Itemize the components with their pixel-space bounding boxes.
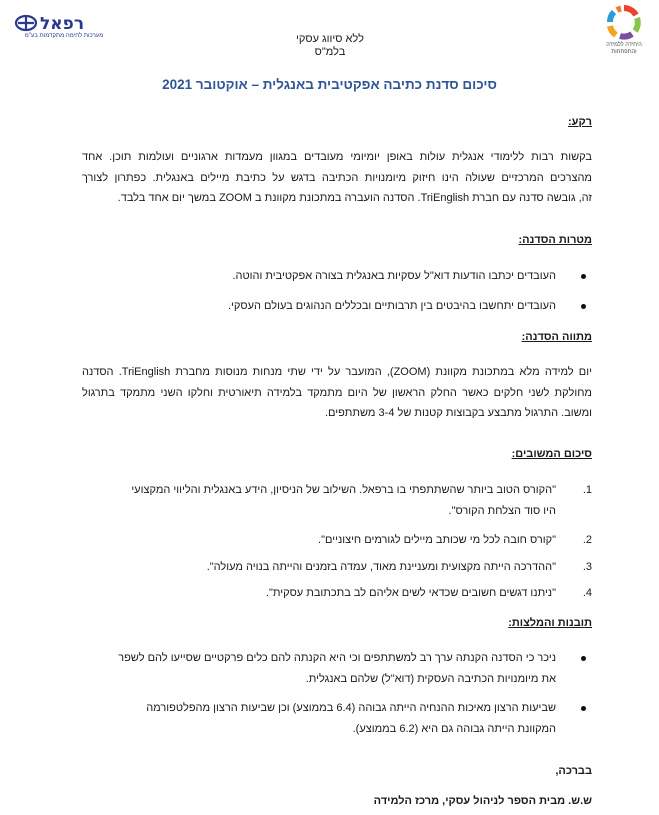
- classification-line-1: ללא סיווג עסקי: [296, 33, 364, 45]
- heading-background: רקע:: [568, 116, 592, 128]
- list-item: 1. "הקורס הטוב ביותר שהשתתפתי בו ברפאל. השילוב של הניסיון, הידע באנגלית והליווי המקצועי היו סוד הצלחת הקורס".: [92, 480, 592, 521]
- list-item: 4. "ניתנו דגשים חשובים שכדאי לשים אליהם לב בתכתובת עסקית".: [92, 583, 592, 604]
- item-number: 2.: [582, 534, 592, 546]
- rafael-wordmark: רפאל: [40, 14, 85, 34]
- list-item: 2. "קורס חובה לכל מי שכותב מיילים לגורמים חיצוניים".: [92, 530, 592, 551]
- format-paragraph: [82, 362, 592, 424]
- format-line: יום למידה מלא במתכונת מקוונת (ZOOM), המועבר על ידי שתי מנחות מנוסות מחברת TriEnglish. הסדנה: [82, 366, 592, 378]
- list-item: 3. "ההדרכה הייתה מקצועית ומעניינת מאוד, עמדה בזמנים והייתה בנויה מעולה".: [92, 557, 592, 578]
- list-item: העובדים יתחשבו בהיבטים בין תרבותיים ובכללים הנהוגים בעולם העסקי.: [227, 299, 556, 312]
- item-number: 3.: [582, 560, 592, 573]
- document-title: סיכום סדנת כתיבה אפקטיבית באנגלית – אוקטובר 2021: [162, 77, 497, 92]
- item-number: 1.: [582, 484, 592, 496]
- heading-insights: תובנות והמלצות:: [508, 617, 592, 629]
- list-item: העובדים יכתבו הודעות דוא"ל עסקיות באנגלית בצורה אפקטיבית והוטה.: [232, 270, 556, 282]
- classification-line-2: בלמ"ס: [314, 46, 346, 58]
- background-line: בקשות רבות ללימודי אנגלית עולות באופן יומיומי מעובדים במגוון מעמדות ארגוניים ועולמות תוכן. אחד: [82, 151, 592, 163]
- list-item: ניכר כי הסדנה הקנתה ערך רב למשתתפים וכי היא הקנתה להם כלים פרקטיים שסייעו להם לשפר את מיומנויות הכתיבה העסקית (דוא"ל) שלהם באנגלית.: [118, 652, 556, 685]
- ring-logo-icon: [600, 4, 648, 42]
- background-line: מהצרכים המרכזיים שעולה הינו חיזוק מיומנויות הכתיבה בדגש על כתיבת מיילים באנגלית. כפתרון לצורך: [82, 171, 592, 184]
- signature: ש.ש. מבית הספר לניהול עסקי, מרכז הלמידה: [373, 795, 592, 807]
- insights-list: [92, 648, 592, 739]
- classification: [230, 33, 430, 59]
- heading-format: מתווה הסדנה:: [521, 331, 592, 343]
- goals-list: [92, 266, 592, 316]
- learning-unit-logo: [600, 4, 648, 62]
- rafael-mark-icon: [14, 12, 106, 34]
- list-item: שביעות הרצון מאיכות ההנחיה הייתה גבוהה (6.4 בממוצע) וכן שביעות הרצון מהפלטפורמה המקוונת הייתה גבוהה גם היא (6.2 בממוצע).: [146, 702, 556, 735]
- format-line: מחולקת לשני חלקים כאשר החלק הראשון של היום מתמקד בלמידה תיאורטית וחלקו השני מתמקד בתרגול: [82, 386, 592, 399]
- heading-goals: מטרות הסדנה:: [518, 234, 592, 246]
- heading-feedback: סיכום המשובים:: [511, 448, 592, 460]
- format-line: ומשוב. התרגול מתבצע בקבוצות קטנות של 3-4 משתתפים.: [324, 407, 592, 419]
- background-line: זה, גובשה סדנה עם חברת TriEnglish. הסדנה הועברה במתכונת מקוונת ב ZOOM במשך יום אחד בלבד.: [117, 192, 592, 204]
- background-paragraph: [82, 147, 592, 209]
- closing-greeting: בברכה,: [555, 765, 592, 777]
- item-number: 4.: [582, 587, 592, 599]
- rafael-subtitle: מערכות לחימה מתקדמות בע"מ: [24, 33, 104, 39]
- feedback-list: [92, 480, 592, 604]
- learning-unit-caption: היחידה ללמידה והתפתחות: [606, 42, 642, 55]
- rafael-logo: [14, 10, 110, 42]
